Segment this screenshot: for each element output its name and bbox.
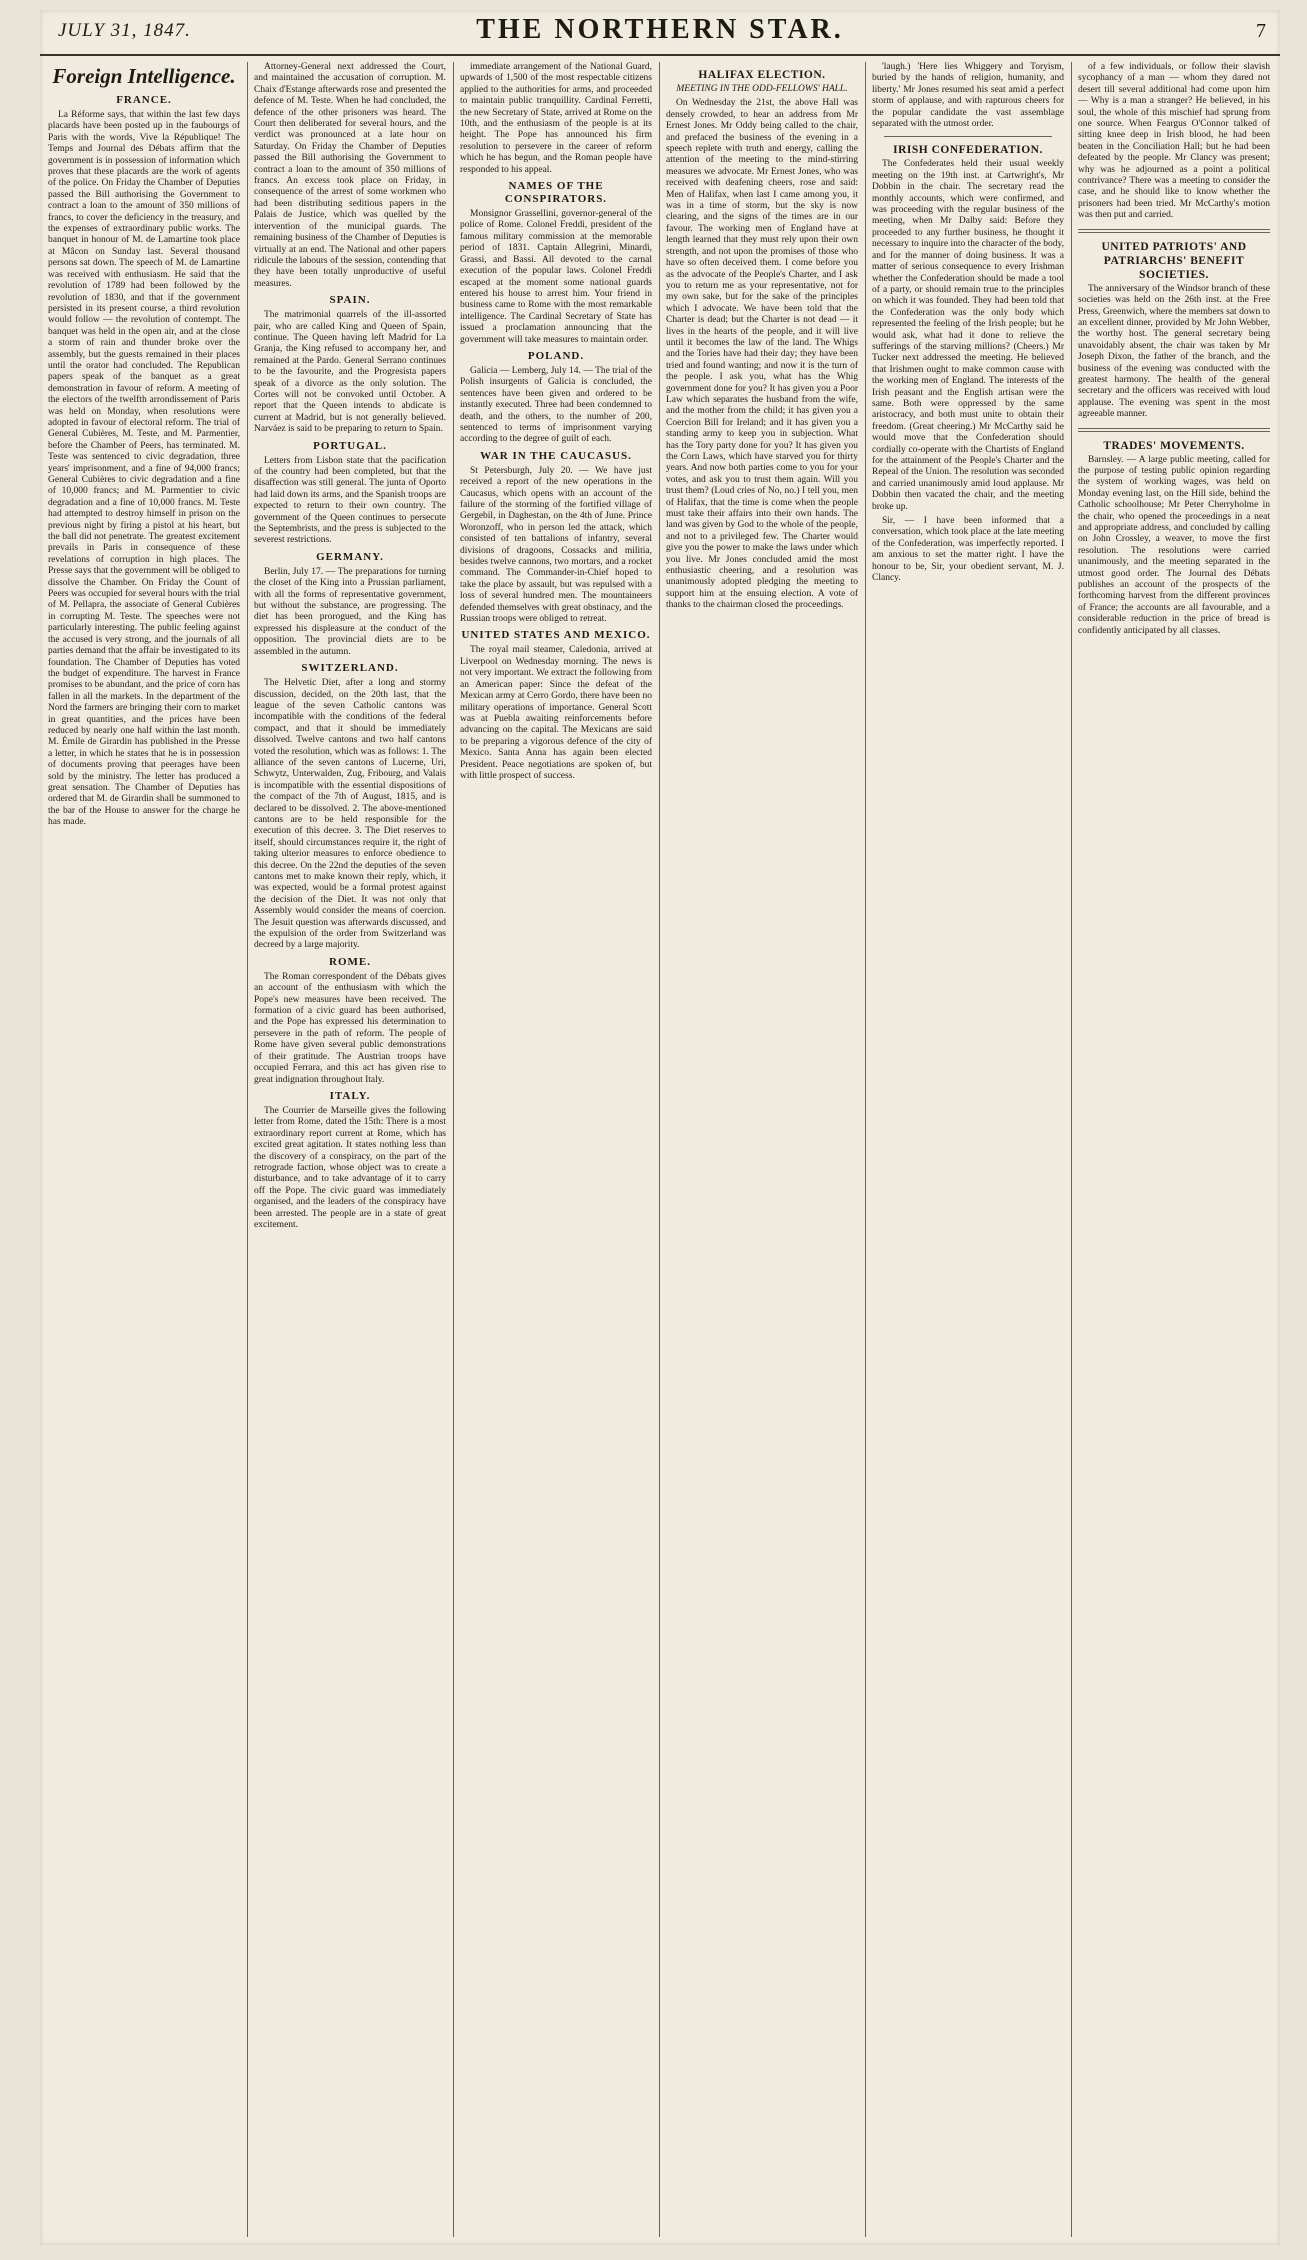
heading-trades-movements: TRADES' MOVEMENTS. [1103, 439, 1245, 452]
article-trades-movements: Barnsley. — A large public meeting, called for the purpose of testing public opinion regarding the system of working wages, was held on Monday evening last, on the Hill side, behind the Catholic schoolhouse; Mr Peter Cherryholme in the chair, who opened the proceedings in a neat and appropriate address, and concluded by calling on John Crossley, a weaver, to move the first resolution. The resolutions were carried unanimously, and the meeting separated in the utmost good order. The Journal des Débats publishes an account of the prospects of the forthcoming harvest from the different provinces of France; the accounts are all favourable, and a considerable reduction in the price of bread is confidently anticipated by all classes. [1078, 454, 1270, 636]
issue-date: JULY 31, 1847. [58, 20, 191, 41]
subheading-meeting: MEETING IN THE ODD-FELLOWS' HALL. [676, 84, 848, 94]
article-halifax-election: On Wednesday the 21st, the above Hall was densely crowded, to hear an address from Mr Ernest Jones. Mr Oddy being called to the chair, and prefaced the business of the evening in a speech replete with truth and energy, calling the attention of the meeting to the mind-stirring measures we advocate. Mr Ernest Jones, who was received with deafening cheers, rose and said: Men of Halifax, when last I came among you, it was in a time of storm, but the sky is now clearing, and the signs of the times are in our favour. The working men of England have at length learned that they must rely upon their own strength, and not upon the promises of those who have so often deceived them. I come before you as the advocate of the People's Charter, and I ask you to return me as your representative, not for my own sake, but for the sake of the principles which I advocate. We have been told that the Charter is dead; but the Charter is not dead — it lives in the hearts of the people, and it will live until it becomes the law of the land. The Whigs and the Tories have had their day; they have been tried and found wanting; and now it is the turn of the people. I ask you, what has the Whig government done for you? It has given you a Poor Law which separates the husband from the wife, and the mother from the child; it has given you a Coercion Bill for Ireland; and it has given you a standing army to keep you in subjection. What has the Tory party done for you? It has given you the Corn Laws, which have starved you for thirty years. And now both parties come to you for your votes, and ask you to trust them again. Will you trust them? (Loud cries of No, no.) I tell you, men of Halifax, that the time is come when the people must take their affairs into their own hands. The land was given by God to the whole of the people, and not to a privileged few. The Charter would give you the power to make the laws under which you live. Mr Jones concluded amid the most enthusiastic cheering, and a resolution was unanimously adopted pledging the meeting to support him at the ensuing election. A vote of thanks to the chairman closed the proceedings. [666, 98, 858, 611]
letter-to-editor: Sir, — I have been informed that a conversation, which took place at the late meeting of the Confederation, was imperfectly reported. I am anxious to set the matter right. I have the honour to be, Sir, your obedient servant, M. J. Clancy. [872, 516, 1064, 584]
column-5 [872, 62, 1064, 2237]
article-halifax-continued: 'laugh.) 'Here lies Whiggery and Toryism, buried by the hands of religion, humanity, and liberty.' Mr Jones resumed his seat amid a perfect storm of applause, and with rapturous cheers for the popular candidate the vast assemblage separated with the utmost order. [872, 62, 1064, 130]
article-italy: The Courrier de Marseille gives the following letter from Rome, dated the 15th: There is a most extraordinary report current at Rome, which has excited great agitation. It states nothing less than the discovery of a conspiracy, on the part of the retrograde faction, whose object was to create a disturbance, and to take advantage of it to carry off the Pope. The civic guard was immediately organised, and the leaders of the conspiracy have been arrested. The people are in a state of great excitement. [254, 1105, 446, 1230]
article-benefit-societies: The anniversary of the Windsor branch of these societies was held on the 26th inst. at the Free Press, Greenwich, where the members sat down to an excellent dinner, provided by Mr John Webber, the worthy host. The general secretary being unavoidably absent, the chair was taken by Mr Joseph Dixon, the father of the branch, and the business of the evening was conducted with the greatest harmony. The health of the general secretary and the officers was received with loud applause. The evening was spent in the most agreeable manner. [1078, 283, 1270, 420]
column-divider [1071, 62, 1072, 2237]
subheading-germany: GERMANY. [316, 550, 384, 563]
subheading-poland: POLAND. [527, 349, 585, 362]
article-portugal: Letters from Lisbon state that the pacification of the country had been completed, but that the disaffection was still general. The junta of Oporto had laid down its arms, and the Spanish troops are expected to return to their own country. The government of the Queen continues to persecute the Septembrists, and the press is subjected to the severest restrictions. [254, 455, 446, 546]
section-rule [884, 136, 1052, 137]
subheading-caucasus: WAR IN THE CAUCASUS. [480, 449, 632, 462]
article-irish-confederation: The Confederates held their usual weekly meeting on the 19th inst. at Cartwright's, Mr Dobbin in the chair. The secretary read the monthly accounts, which were confirmed, and was proceeding with the regular business of the meeting, when Mr Dalby said: Before they proceeded to any further business, he thought it necessary to inquire into the character of the body, and for the manner of doing business. It was a matter of serious consequence to every Irishman whether the Confederation should be made a tool of a party, or should remain true to the principles on which it was founded. They had been told that the Confederation was the only body which represented the feeling of the Irish people; but he would ask, what had it done to relieve the sufferings of the starving millions? (Cheers.) Mr Tucker next addressed the meeting. He believed that Irishmen ought to make common cause with the working men of England. The interests of the Irish peasant and the English artisan were the same. Both were oppressed by the same aristocracy, and both must unite to obtain their freedom. (Great cheering.) Mr McCarthy said he would move that the Confederation should cordially co-operate with the Chartists of England for the attainment of the People's Charter and the Repeal of the Union. The resolution was seconded and carried unanimously amid loud applause. Mr Dobbin then vacated the chair, and the meeting broke up. [872, 159, 1064, 512]
masthead [40, 10, 1280, 56]
newspaper-title: THE NORTHERN STAR. [476, 14, 844, 45]
subheading-france: FRANCE. [116, 94, 172, 106]
column-6 [1078, 62, 1270, 2237]
page-number: 7 [1256, 20, 1266, 42]
article-france-continued: Attorney-General next addressed the Court, and maintained the accusation of corruption. M. Chaix d'Estange afterwards rose and presented the defence of M. Teste. When he had concluded, the defence of the other prisoners was heard. The Court then deliberated for several hours, and the verdict was pronounced at a late hour on Saturday. On Friday the Chamber of Deputies passed the Bill authorising the Government to contract a loan to the amount of 350 millions of francs. An excess took place on Friday, in consequence of the arrest of some workmen who had been distributing seditious papers in the Palais de Justice, which was quelled by the intervention of the municipal guards. The remaining business of the Chamber of Deputies is virtually at an end. The National and other papers ridicule the labours of the session, contending that they have been totally unproductive of useful measures. [254, 62, 446, 289]
subheading-rome: ROME. [329, 955, 371, 968]
article-rome-continued: immediate arrangement of the National Guard, upwards of 1,500 of the most respectable citizens applied to the authorities for arms, and proceeded to maintain public tranquillity. Cardinal Ferretti, the new Secretary of State, arrived at Rome on the 10th, and the enthusiasm of the people is at its height. The Pope has announced his firm resolution to persevere in the career of reform which he has begun, and the Roman people have responded to his appeal. [460, 62, 652, 175]
heading-halifax-election: HALIFAX ELECTION. [698, 69, 826, 81]
columns-container [48, 62, 1274, 2237]
article-poland: Galicia — Lemberg, July 14. — The trial of the Polish insurgents of Galicia is concluded, the sentences have been given and ordered to be instantly executed. Three had been condemned to death, and the others, to the number of 200, sentenced to terms of imprisonment varying according to the degree of guilt of each. [460, 365, 652, 445]
article-irish-continued: of a few individuals, or follow their slavish sycophancy of a man — whom they dared not desert till several additional had come upon him — Why is a man a stranger? He believed, in his soul, the whole of this mischief had sprung from one source. When Feargus O'Connor talked of sitting knee deep in Irish blood, he had been beaten in the Conciliation Hall; but he had been defeated by the people. Mr Clancy was present; why was he adjourned as a point a political contrivance? There was a meeting to consider the case, and he should like to know whether the prisoners had been tried. Mr McCarthy's motion was then put and carried. [1078, 62, 1270, 221]
subheading-united-states: UNITED STATES AND MEXICO. [461, 629, 651, 642]
column-divider [865, 62, 866, 2237]
article-switzerland: The Helvetic Diet, after a long and stormy discussion, decided, on the 20th last, that the league of the seven Catholic cantons was incompatible with the conditions of the federal compact, and that it should be immediately dissolved. Twelve cantons and two half cantons voted the resolution, which was as follows: 1. The alliance of the seven cantons of Lucerne, Uri, Schwytz, Unterwalden, Zug, Fribourg, and Valais is incompatible with the essential dispositions of the compact of the 7th of August, 1815, and is declared to be dissolved. 2. The above-mentioned cantons are to be held responsible for the execution of this decree. 3. The Diet reserves to itself, should circumstances require it, the right of taking ulterior measures to enforce obedience to this decree. On the 22nd the deputies of the seven cantons met to make known their reply, which, it was expected, would be a formal protest against the decision of the Diet. It was not only that Assembly would consider the means of coercion. The Jesuit question was afterwards discussed, and the expulsion of the order from Switzerland was decreed by a large majority. [254, 678, 446, 951]
subheading-switzerland: SWITZERLAND. [301, 662, 399, 675]
article-germany: Berlin, July 17. — The preparations for turning the closet of the King into a Prussian parliament, with all the forms of representative government, but without the substance, are progressing. The diet has been prorogued, and the King has expressed his displeasure at the conduct of the opposition. The provincial diets are to be assembled in the autumn. [254, 566, 446, 657]
section-rule [1078, 229, 1270, 233]
column-4 [666, 62, 858, 2237]
subheading-italy: ITALY. [329, 1089, 371, 1102]
newspaper-page [40, 10, 1280, 2245]
subheading-conspirators: NAMES OF THE CONSPIRATORS. [504, 180, 608, 206]
article-conspirators: Monsignor Grassellini, governor-general of the police of Rome. Colonel Freddi, president of the famous military commission at the memorable period of 1831. Captain Allegrini, Minardi, Grassi, and Bassi. All devoted to the carnal execution of the popular laws. Colonel Freddi escaped at the moment some national guards entered his house to arrest him. Your friend in business came to Rome with the most remarkable intelligence. The Cardinal Secretary of State has issued a proclamation announcing that the government will take measures to maintain order. [460, 209, 652, 345]
heading-irish-confederation: IRISH CONFEDERATION. [893, 144, 1043, 157]
column-3 [460, 62, 652, 2237]
heading-benefit-societies: UNITED PATRIOTS' AND PATRIARCHS' BENEFIT SOCIETIES. [1101, 240, 1247, 281]
column-divider [247, 62, 248, 2237]
article-united-states: The royal mail steamer, Caledonia, arrived at Liverpool on Wednesday morning. The news is not very important. We extract the following from an American paper: Since the defeat of the Mexican army at Cerro Gordo, there have been no military operations of importance. General Scott was at Puebla awaiting reinforcements before advancing on the capital. The Mexicans are said to be preparing a vigorous defence of the city of Mexico. Santa Anna has again been elected President. Peace negotiations are spoken of, but with little prospect of success. [460, 645, 652, 781]
section-title-foreign: Foreign Intelligence. [52, 64, 236, 88]
article-france: La Réforme says, that within the last few days placards have been posted up in the faubourgs of Paris with the words, Vive la République! The Temps and Journal des Débats affirm that the government is in possession of information which proves that these placards are the work of agents of the police. On Friday the Chamber of Deputies passed the Bill authorising the Government to contract a loan to the amount of 350 millions of francs, to cover the deficiency in the treasury, and the expenses of extraordinary public works. The banquet in honour of M. de Lamartine took place at Mâcon on Sunday last. Several thousand persons sat down. The speech of M. de Lamartine was received with enthusiasm. He said that the revolution of 1789 had been followed by the revolution of 1830, and that if the government persisted in its present course, a third revolution would follow — the revolution of contempt. The banquet was held in the open air, and at the close a storm of rain and thunder broke over the assembly, but the guests remained in their places until the orator had concluded. The Republican papers speak of the banquet as a great demonstration in favour of reform. A meeting of the electors of the twelfth arrondissement of Paris was held on Monday, when resolutions were adopted in favour of electoral reform. The trial of General Cubières, M. Teste, and M. Parmentier, before the Chamber of Peers, has terminated. M. Teste was sentenced to civic degradation, three years' imprisonment, and a fine of 94,000 francs; General Cubières to civic degradation and a fine of 10,000 francs; and M. Parmentier to civic degradation and a fine of 10,000 francs. M. Teste had attempted to destroy himself in prison on the previous night by firing a pistol at his heart, but the ball did not penetrate. The greatest excitement prevails in Paris in consequence of these revelations of corruption in high places. The Presse says that the government will be obliged to dissolve the Chamber. On Friday the Count of Peers was occupied for several hours with the trial of M. Pellapra, the associate of General Cubières in corrupting M. Teste. The speeches were not particularly interesting. The public feeling against the accused is very strong, and the journals of all parties demand that the affair be investigated to its foundation. The Chamber of Deputies has voted the budget of expenditure. The harvest in France promises to be abundant, and the price of corn has fallen in all the markets. In the department of the Nord the farmers are bringing their corn to market in great quantities, and the prices have been reduced by nearly one half within the last month. M. Émile de Girardin has published in the Presse a letter, in which he states that he is in possession of documents proving that peerages have been sold by the ministry. The letter has produced a great sensation. The Chamber of Deputies has ordered that M. de Girardin shall be summoned to the bar of the House to answer for the charge he has made. [48, 110, 240, 828]
column-divider [453, 62, 454, 2237]
column-1 [48, 62, 240, 2237]
subheading-spain: SPAIN. [329, 294, 371, 307]
column-divider [659, 62, 660, 2237]
column-2 [254, 62, 446, 2237]
article-spain: The matrimonial quarrels of the ill-assorted pair, who are called King and Queen of Spain, continue. The Queen having left Madrid for La Granja, the King refused to accompany her, and remained at the Pardo. General Serrano continues to be the favourite, and the Progresista papers speak of a divorce as the only solution. The Cortes will not be convoked until October. A report that the Queen intends to abdicate is current at Madrid, but is not generally believed. Narváez is said to be preparing to return to Spain. [254, 310, 446, 435]
article-rome: The Roman correspondent of the Débats gives an account of the enthusiasm with which the Pope's new measures have been received. The formation of a civic guard has been authorised, and the Pope has expressed his determination to persevere in the path of reform. The people of Rome have given several public demonstrations of their gratitude. The Austrian troops have occupied Ferrara, and this act has given rise to great indignation throughout Italy. [254, 971, 446, 1085]
subheading-portugal: PORTUGAL. [313, 439, 387, 452]
section-rule [1078, 428, 1270, 432]
article-caucasus: St Petersburgh, July 20. — We have just received a report of the new operations in the Caucasus, which opens with an account of the failure of the storming of the fortified village of Gergebil, in Daghestan, on the 4th of June. Prince Woronzoff, who in person led the attack, which consisted of ten battalions of infantry, several divisions of dragoons, Cossacks and militia, besides twelve cannons, two mortars, and a rocket command. The Commander-in-Chief hoped to take the place by assault, but was repulsed with a loss of several hundred men. The mountaineers defended themselves with great obstinacy, and the Russian troops were obliged to retreat. [460, 465, 652, 625]
